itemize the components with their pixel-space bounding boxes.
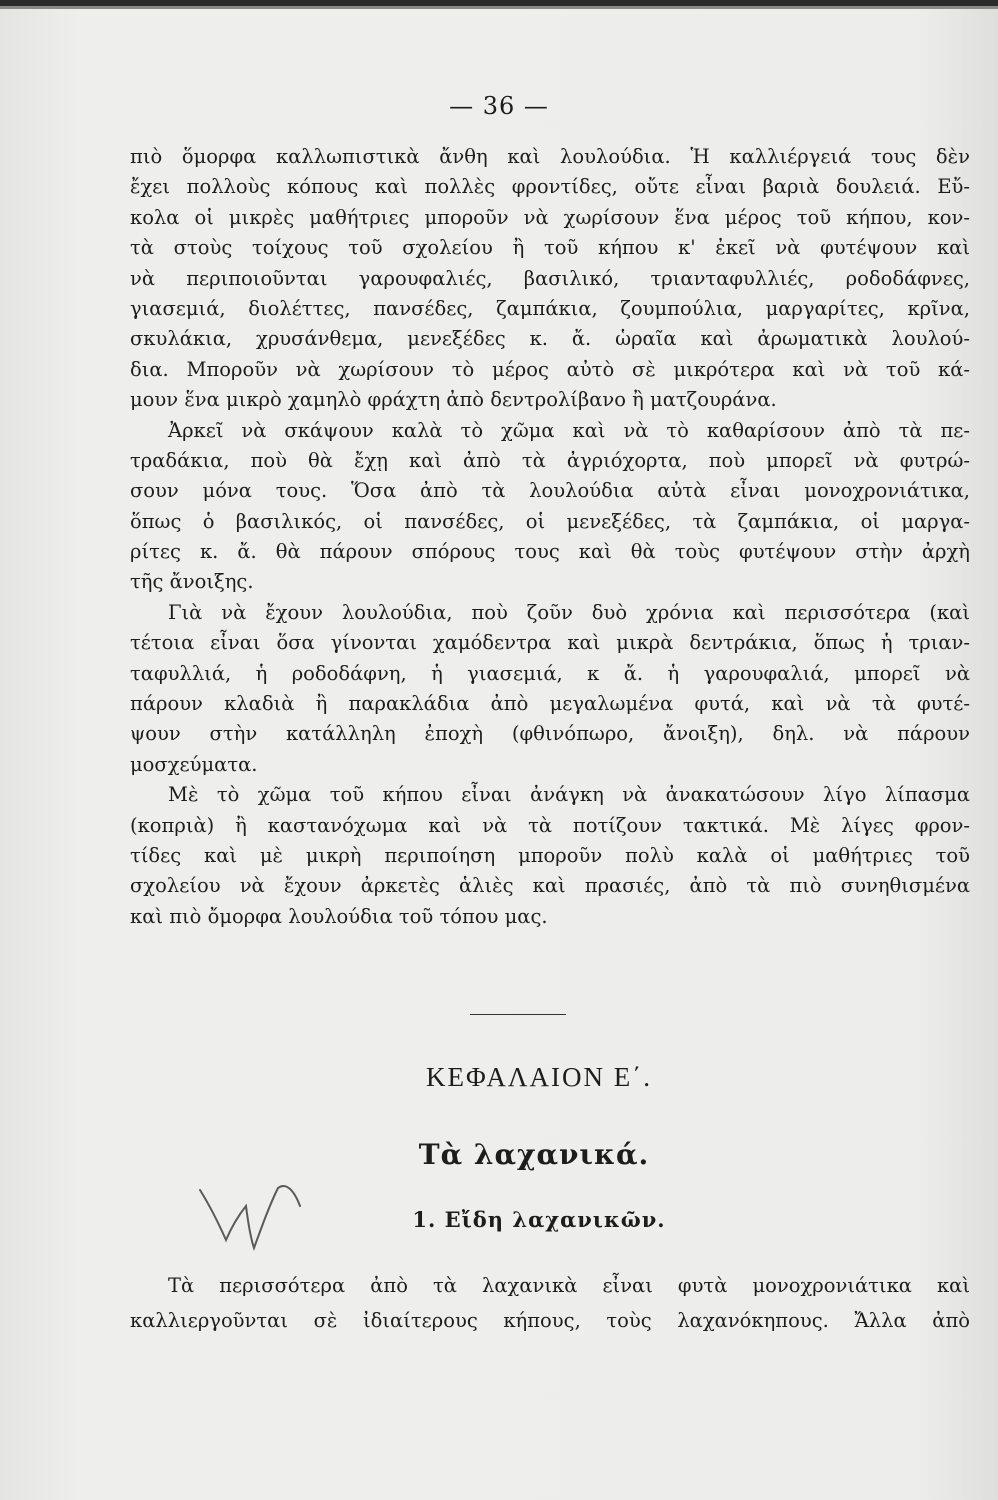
text-line: νὰ περιποιοῦνται γαρουφαλιές, βασιλικό, τριανταφυλλιές, ροδοδάφνες, <box>130 266 970 290</box>
text-line: ρίτες κ. ἄ. θὰ πάρουν σπόρους τους καὶ θὰ τοὺς φυτέψουν στὴν ἀρχὴ <box>130 540 970 564</box>
text-line: σκυλάκια, χρυσάνθεμα, μενεξέδες κ. ἄ. ὡραῖα καὶ ἀρωματικὰ λουλού- <box>130 327 970 351</box>
text-line: (κοπριὰ) ἢ καστανόχωμα καὶ νὰ τὰ ποτίζουν τακτικά. Μὲ λίγες φρον- <box>130 813 970 837</box>
text-line: μοσχεύματα. <box>130 752 258 776</box>
text-line: Μὲ τὸ χῶμα τοῦ κήπου εἶναι ἀνάγκη νὰ ἀνακατώσουν λίγο λίπασμα <box>168 783 970 807</box>
text-line: τραδάκια, ποὺ θὰ ἔχῃ καὶ ἀπὸ τὰ ἀγριόχορτα, ποὺ μπορεῖ νὰ φυτρώ- <box>130 448 970 472</box>
text-line: πιὸ ὅμορφα καλλωπιστικὰ ἄνθη καὶ λουλούδια. Ἡ καλλιέργειά τους δὲν <box>130 145 970 168</box>
text-line: σουν μόνα τους. Ὅσα ἀπὸ τὰ λουλούδια αὐτὰ εἶναι μονοχρονιάτικα, <box>130 479 970 503</box>
chapter-title: Τὰ λαχανικά. <box>418 1138 650 1171</box>
text-line: τὰ στοὺς τοίχους τοῦ σχολείου ἢ τοῦ κήπου κ' ἐκεῖ νὰ φυτέψουν καὶ <box>130 236 970 260</box>
text-line: τῆς ἄνοιξης. <box>130 570 254 594</box>
text-line: μουν ἕνα μικρὸ χαμηλὸ φράχτη ἀπὸ δεντρολίβανο ἢ ματζουράνα. <box>130 388 777 412</box>
body-text-top <box>130 142 970 932</box>
text-line: Τὰ περισσότερα ἀπὸ τὰ λαχανικὰ εἶναι φυτὰ μονοχρονιάτικα καὶ <box>168 1274 970 1297</box>
text-line: ὅπως ὁ βασιλικός, οἱ πανσέδες, οἱ μενεξέδες, τὰ ζαμπάκια, οἱ μαργα- <box>130 509 970 533</box>
body-text-bottom <box>130 1268 970 1338</box>
text-line: δια. Μποροῦν νὰ χωρίσουν τὸ μέρος αὐτὸ σὲ μικρότερα καὶ νὰ τοῦ κά- <box>130 357 970 381</box>
chapter-heading: ΚΕΦΑΛΑΙΟΝ Ε΄. <box>426 1062 652 1092</box>
text-line: πάρουν κλαδιὰ ἢ παρακλάδια ἀπὸ μεγαλωμένα φυτά, καὶ νὰ τὰ φυτέ- <box>130 692 970 716</box>
text-line: καὶ πιὸ ὄμορφα λουλούδια τοῦ τόπου μας. <box>130 904 548 928</box>
text-line: ταφυλλιά, ἡ ροδοδάφνη, ἡ γιασεμιά, κ ἄ. ἡ γαρουφαλιά, μπορεῖ νὰ <box>130 661 970 685</box>
text-line: ψουν στὴν κατάλληλη ἐποχὴ (φθινόπωρο, ἄνοιξη), δηλ. νὰ πάρουν <box>130 722 970 746</box>
text-line: Γιὰ νὰ ἔχουν λουλούδια, ποὺ ζοῦν δυὸ χρόνια καὶ περισσότερα (καὶ <box>168 600 970 624</box>
text-line: σχολείου νὰ ἔχουν ἀρκετὲς ἁλιὲς καὶ πρασιές, ἀπὸ τὰ πιὸ συνηθισμένα <box>130 874 970 898</box>
section-title: 1. Εἴδη λαχανικῶν. <box>412 1207 666 1232</box>
text-line: γιασεμιά, διολέττες, πανσέδες, ζαμπάκια, ζουμπούλια, μαργαρίτες, κρῖνα, <box>130 296 970 320</box>
scan-top-edge-shadow <box>0 6 998 9</box>
text-line: καλλιεργοῦνται σὲ ἰδιαίτερους κήπους, τοὺς λαχανόκηπους. Ἄλλα ἀπὸ <box>130 1309 970 1332</box>
section-divider <box>470 1014 566 1015</box>
text-line: τέτοια εἶναι ὅσα γίνονται χαμόδεντρα καὶ μικρὰ δεντράκια, ὅπως ἡ τριαν- <box>130 631 970 655</box>
text-line: Ἀρκεῖ νὰ σκάψουν καλὰ τὸ χῶμα καὶ νὰ τὸ καθαρίσουν ἀπὸ τὰ πε- <box>168 418 970 442</box>
page-number: — 36 — <box>449 92 549 120</box>
text-line: κολα οἱ μικρὲς μαθήτριες μποροῦν νὰ χωρίσουν ἕνα μέρος τοῦ κήπου, κον- <box>130 205 970 229</box>
text-line: ἔχει πολλοὺς κόπους καὶ πολλὲς φροντίδες, οὔτε εἶναι βαριὰ δουλειά. Εὔ- <box>130 175 970 199</box>
text-line: τίδες καὶ μὲ μικρὴ περιποίηση μποροῦν πολὺ καλὰ οἱ μαθήτριες τοῦ <box>130 843 970 867</box>
